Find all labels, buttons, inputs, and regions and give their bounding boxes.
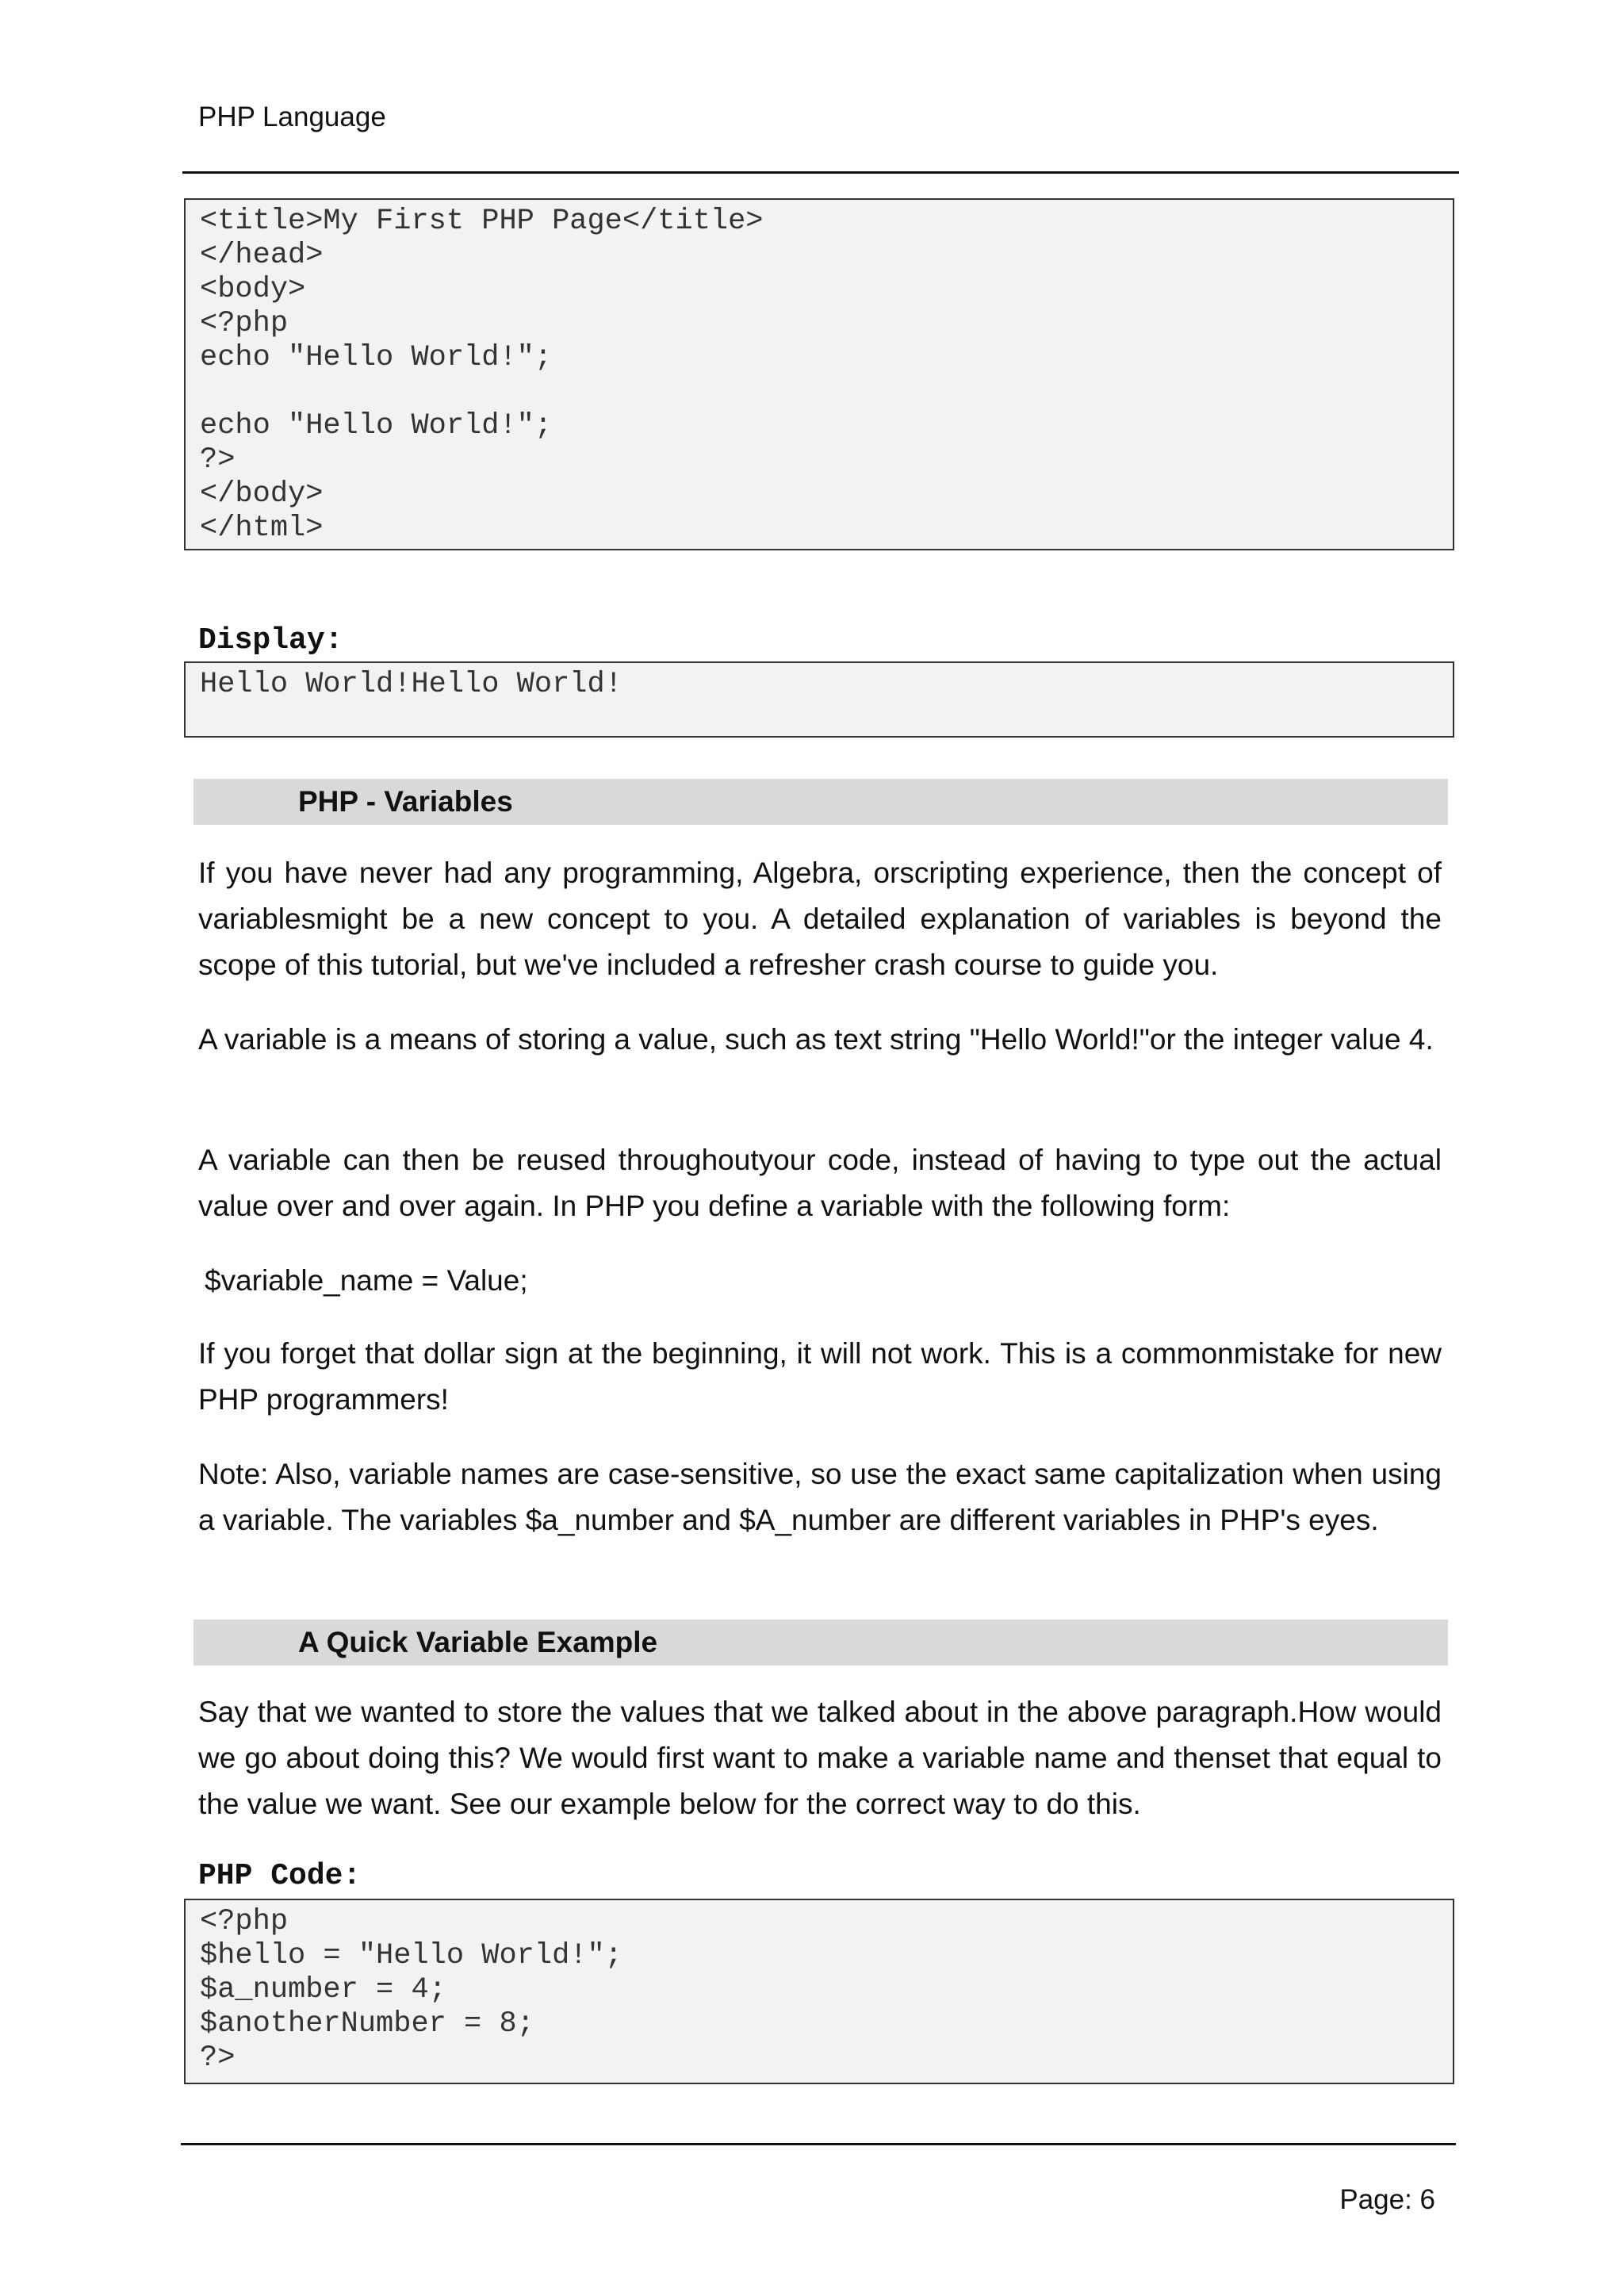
code-block-html — [184, 198, 1454, 550]
paragraph-example-intro: Say that we wanted to store the values that we talked about in the above paragraph.How would we go about doing this? We would first want to make a variable name and thenset that equal to the value we want. See our example below for the correct way to do this. — [198, 1696, 1442, 1820]
code-line: <?php — [200, 1905, 289, 1938]
display-label: Display: — [198, 623, 343, 657]
code-line: <title>My First PHP Page</title> — [200, 205, 764, 238]
display-output-line: Hello World!Hello World! — [200, 668, 622, 701]
code-line: $hello = "Hello World!"; — [200, 1939, 622, 1972]
code-line: echo "Hello World!"; — [200, 341, 553, 374]
header-divider — [182, 171, 1459, 174]
code-block-php — [184, 1899, 1454, 2084]
code-line: ?> — [200, 443, 236, 477]
php-code-label: PHP Code: — [198, 1859, 362, 1893]
code-line: </head> — [200, 239, 324, 272]
code-line: <?php — [200, 307, 289, 340]
paragraph-variable-reuse: A variable can then be reused throughoutyour code, instead of having to type out the actual value over and over again. In PHP you define a variable with the following form: — [198, 1144, 1442, 1222]
code-line: $a_number = 4; — [200, 1973, 446, 2007]
section-heading-variables — [193, 779, 1448, 825]
section-title: A Quick Variable Example — [298, 1626, 658, 1658]
section-heading-example — [193, 1619, 1448, 1665]
paragraph-variables-intro: If you have never had any programming, Algebra, orscripting experience, then the concept of variablesmight be a new concept to you. A detailed explanation of variables is beyond the scope of this tutorial, but we've included a refresher crash course to guide you. — [198, 857, 1442, 981]
code-line: </html> — [200, 512, 324, 545]
page-number: Page: 6 — [1339, 2184, 1435, 2215]
code-line: echo "Hello World!"; — [200, 409, 553, 443]
header-title: PHP Language — [198, 102, 386, 132]
paragraph-dollar-sign: If you forget that dollar sign at the beginning, it will not work. This is a commonmistake for new PHP programmers! — [198, 1337, 1442, 1416]
code-line: $anotherNumber = 8; — [200, 2007, 534, 2041]
display-output-box — [184, 661, 1454, 738]
paragraph-variable-definition: A variable is a means of storing a value, such as text string "Hello World!"or the integer value 4. — [198, 1023, 1434, 1056]
code-line: <body> — [200, 273, 306, 306]
code-line: </body> — [200, 477, 324, 511]
variable-syntax-example: $variable_name = Value; — [205, 1264, 528, 1297]
footer-divider — [181, 2143, 1456, 2145]
section-title: PHP - Variables — [298, 785, 513, 818]
code-line: ?> — [200, 2041, 236, 2075]
code-line — [200, 375, 1453, 409]
paragraph-case-sensitivity-note: Note: Also, variable names are case-sensitive, so use the exact same capitalization when using a variable. The variables $a_number and $A_number are different variables in PHP's eyes. — [198, 1458, 1442, 1536]
